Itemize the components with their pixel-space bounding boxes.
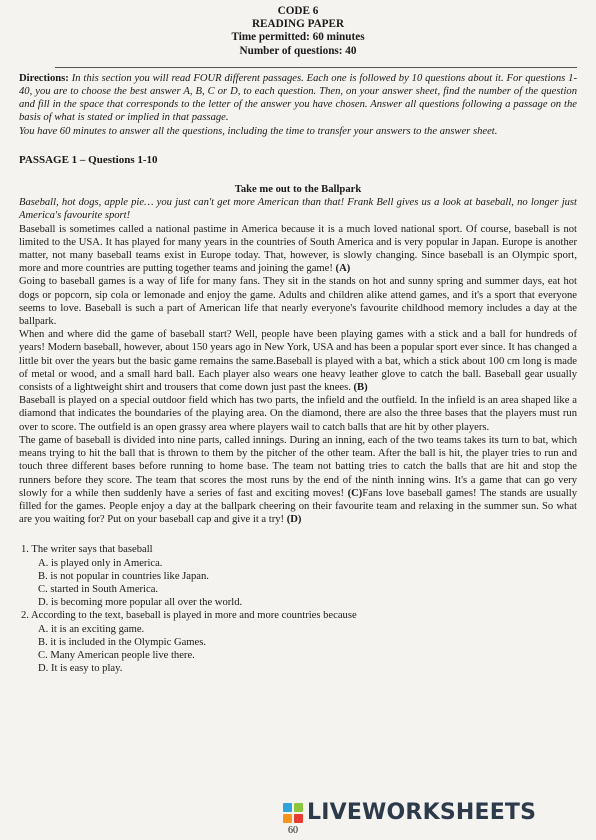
paragraph-4: Baseball is played on a special outdoor field which has two parts, the infield and the outfield. In the infield is an area shaped like a diamond that indicates the boundaries of the playing area. On the diamond, there are also the three bases that the players must run over to score. The outfield is an open grassy area where players wail to catch balls that are hit by other players.: [19, 395, 577, 433]
answer-option[interactable]: B. it is included in the Olympic Games.: [38, 636, 207, 648]
answer-option[interactable]: D. is becoming more popular all over the world.: [38, 597, 243, 609]
marker-b: (B): [353, 382, 368, 394]
answer-option[interactable]: A. is played only in America.: [38, 557, 163, 569]
marker-d: (D): [286, 514, 302, 526]
answer-option[interactable]: D. It is easy to play.: [38, 663, 123, 675]
passage-title: Take me out to the Ballpark: [234, 184, 362, 196]
question-1: [21, 543, 577, 609]
paragraph-5: The game of baseball is divided into nine parts, called innings. During an inning, each of the two teams takes its turn to bat, which means trying to hit the ball that is thrown to them by the pitcher of the other team. After the ball is hit, the player tries to run and touch three different bases before running to home base. The team not batting tries to catch the balls that are hit and stop the runners before they score. The team that scores the most runs by the end of the ninth inning wins. It's a game that can go very slowly for a while then suddenly have a series of fast and exciting moves! (C)Fans love baseball games! The stands are usually filled for the games. People enjoy a day at the ballpark cheering on their favourite team and relaxing in the summer sun. So what are you waiting for? Put on your baseball cap and give it a try! (D): [19, 434, 577, 526]
paper-title: READING PAPER: [251, 18, 345, 31]
question-2: [21, 609, 577, 675]
liveworksheets-logo-icon: [283, 803, 303, 823]
question-count: Number of questions: 40: [239, 44, 357, 57]
question-stem: 1. The writer says that baseball: [21, 544, 153, 556]
passage-subtitle: Baseball, hot dogs, apple pie… you just can't get more American than that! Frank Bell gives us a look at baseball, no longer just America's favourite sport!: [19, 197, 577, 222]
header-divider: [55, 67, 577, 68]
marker-a: (A): [335, 263, 351, 275]
paragraph-2: Going to baseball games is a way of life for many fans. They sit in the stands on hot and sunny spring and summer days, eat hot dogs or popcorn, sip cola or lemonade and enjoy the game. Adults and children alike attend games, and it's a sport that everyone seems to love. Baseball is such a part of American life that nearly everyone's favourite childhood memory includes a day at the ballpark.: [19, 276, 577, 328]
exam-code: CODE 6: [277, 5, 319, 17]
passage-heading: PASSAGE 1 – Questions 1-10: [19, 153, 158, 166]
directions-text: In this section you will read FOUR different passages. Each one is followed by 10 questions about it. For questions 1-40, you are to choose the best answer A, B, C or D, to each question. Then, on your answer sheet, find the number of the question and fill in the space that corresponds to the letter of the answer you have chosen. Answer all questions following a passage on the basis of what is stated or implied in that passage.: [19, 72, 577, 124]
liveworksheets-logo-text: LIVEWORKSHEETS: [307, 800, 537, 825]
answer-option[interactable]: B. is not popular in countries like Japan.: [38, 570, 209, 582]
time-permitted: Time permitted: 60 minutes: [231, 31, 365, 44]
answer-option[interactable]: A. it is an exciting game.: [38, 623, 145, 635]
directions-label: Directions:: [19, 72, 69, 84]
answer-option[interactable]: C. Many American people live there.: [38, 649, 195, 661]
directions-block: [19, 72, 577, 138]
exam-header: [19, 0, 577, 58]
time-note: You have 60 minutes to answer all the questions, including the time to transfer your answers to the answer sheet.: [19, 125, 498, 137]
answer-option[interactable]: C. started in South America.: [38, 583, 159, 595]
question-list: [19, 543, 577, 675]
paragraph-3: When and where did the game of baseball start? Well, people have been playing games with a stick and a ball for hundreds of years! Modern baseball, however, about 150 years ago in New York, USA and has been a popular sport ever since. It has changed a little bit over the years but the basic game remains the same.Baseball is played with a bat, which a stick about 100 cm long is made of metal or wood, and a small hard ball. Each player also wears one heavy leather glove to catch the ball. Baseball gear usually consists of a lightweight shirt and trousers that come down just past the knees. (B): [19, 329, 577, 394]
page-number: 60: [288, 825, 298, 836]
marker-c: (C): [347, 487, 363, 499]
question-stem: 2. According to the text, baseball is played in more and more countries because: [21, 610, 357, 622]
liveworksheets-footer: [280, 800, 590, 840]
paragraph-1: Baseball is sometimes called a national pastime in America because it is a much loved national sport. Of course, baseball is not limited to the USA. It has played for many years in the countries of South America and is very popular in Japan. Europe is another matter, not many baseball teams exist in Europe today. That, however, is slowly changing. Since baseball is an Olympic sport, more and more countries are putting together teams and joining the game! (A): [19, 223, 577, 275]
